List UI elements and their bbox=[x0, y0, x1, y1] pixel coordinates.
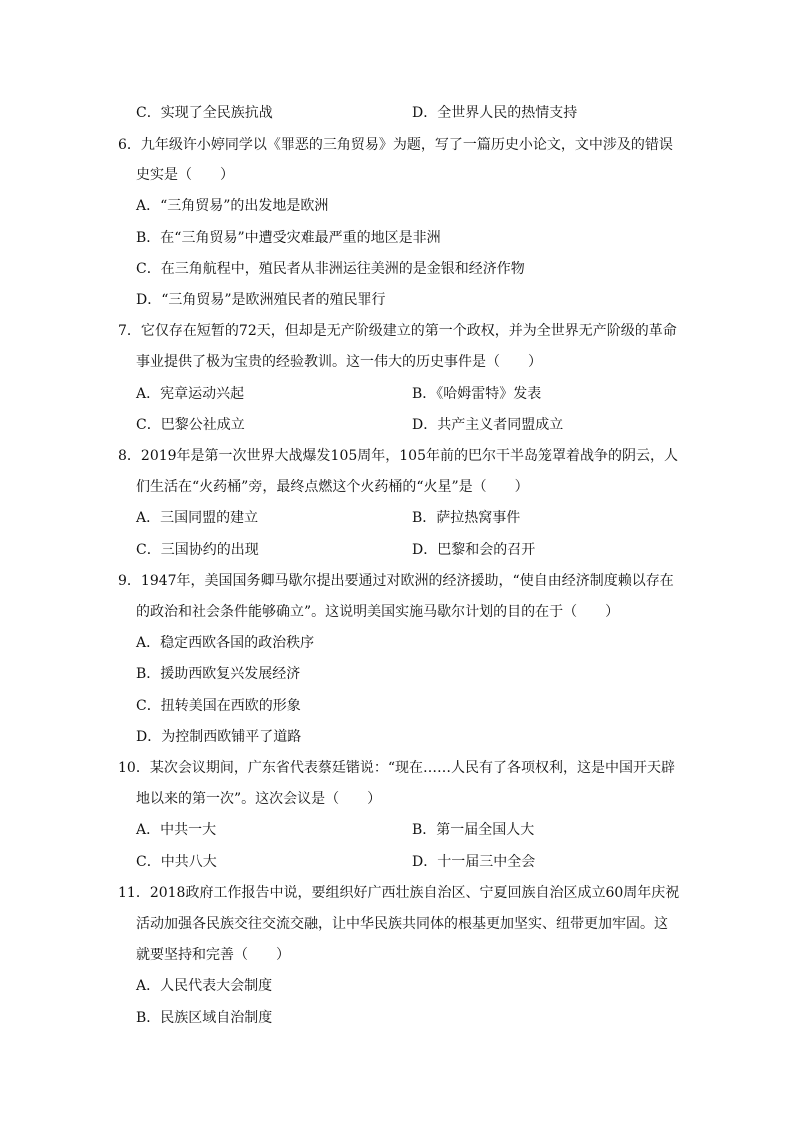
option-5d: D．全世界人民的热情支持 bbox=[412, 105, 578, 121]
question-7-stem-cont: 事业提供了极为宝贵的经验教训。这一伟大的历史事件是（ ） bbox=[136, 354, 542, 370]
question-8-stem: 8．2019年是第一次世界大战爆发105周年，105年前的巴尔干半岛笼罩着战争的阴云，人 bbox=[118, 448, 678, 464]
option-8b: B．萨拉热窝事件 bbox=[412, 510, 521, 526]
option-6b: B．在“三角贸易”中遭受灾难最严重的地区是非洲 bbox=[136, 230, 441, 246]
option-9d: D．为控制西欧铺平了道路 bbox=[136, 729, 302, 745]
option-8c: C．三国协约的出现 bbox=[136, 542, 259, 558]
question-9-stem: 9．1947年，美国国务卿马歇尔提出要通过对欧洲的经济援助，“使自由经济制度赖以存在 bbox=[118, 573, 674, 589]
question-10-stem-cont: 地以来的第一次”。这次会议是（ ） bbox=[136, 791, 382, 807]
option-7c: C．巴黎公社成立 bbox=[136, 417, 245, 433]
question-7-stem: 7．它仅存在短暂的72天，但却是无产阶级建立的第一个政权，并为全世界无产阶级的革命 bbox=[118, 323, 677, 339]
option-10b: B．第一届全国人大 bbox=[412, 822, 535, 838]
option-6c: C．在三角航程中，殖民者从非洲运往美洲的是金银和经济作物 bbox=[136, 261, 525, 277]
option-8a: A．三国同盟的建立 bbox=[136, 510, 259, 526]
option-7a: A．宪章运动兴起 bbox=[136, 386, 245, 402]
option-5c: C．实现了全民族抗战 bbox=[136, 105, 273, 121]
option-11b: B．民族区域自治制度 bbox=[136, 1010, 273, 1026]
question-11-stem-cont2: 就要坚持和完善（ ） bbox=[136, 947, 290, 963]
option-6a: A．“三角贸易”的出发地是欧洲 bbox=[136, 198, 329, 214]
question-11-stem-cont: 活动加强各民族交往交流交融，让中华民族共同体的根基更加坚实、纽带更加牢固。这 bbox=[136, 916, 668, 932]
option-10d: D．十一届三中全会 bbox=[412, 854, 536, 870]
option-10c: C．中共八大 bbox=[136, 854, 217, 870]
question-10-stem: 10．某次会议期间，广东省代表蔡廷锴说：“现在……人民有了各项权利，这是中国开天辟 bbox=[118, 760, 675, 776]
question-8-stem-cont: 们生活在“火药桶”旁，最终点燃这个火药桶的“火星”是（ ） bbox=[136, 479, 529, 495]
option-11a: A．人民代表大会制度 bbox=[136, 978, 273, 994]
question-6-stem: 6．九年级许小婷同学以《罪恶的三角贸易》为题，写了一篇历史小论文，文中涉及的错误 bbox=[118, 137, 673, 153]
question-11-stem: 11．2018政府工作报告中说，要组织好广西壮族自治区、宁夏回族自治区成立60周年庆祝 bbox=[118, 885, 680, 901]
question-6-stem-cont: 史实是（ ） bbox=[136, 167, 234, 183]
option-7d: D．共产主义者同盟成立 bbox=[412, 417, 564, 433]
option-9b: B．援助西欧复兴发展经济 bbox=[136, 666, 301, 682]
option-6d: D．“三角贸易”是欧洲殖民者的殖民罪行 bbox=[136, 292, 386, 308]
option-10a: A．中共一大 bbox=[136, 822, 217, 838]
option-8d: D．巴黎和会的召开 bbox=[412, 542, 536, 558]
option-7b: B．《哈姆雷特》发表 bbox=[412, 386, 542, 402]
option-9c: C．扭转美国在西欧的形象 bbox=[136, 698, 301, 714]
question-9-stem-cont: 的政治和社会条件能够确立”。这说明美国实施马歇尔计划的目的在于（ ） bbox=[136, 604, 620, 620]
option-9a: A．稳定西欧各国的政治秩序 bbox=[136, 635, 315, 651]
